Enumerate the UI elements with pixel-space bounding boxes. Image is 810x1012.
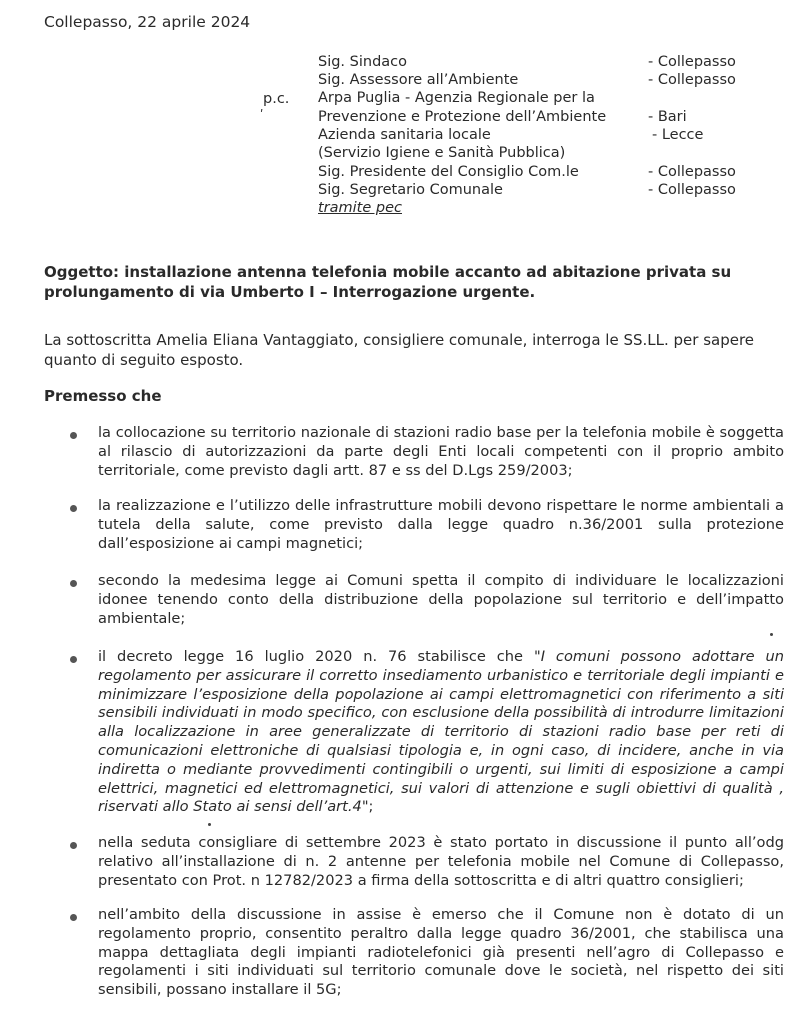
scan-mark: ʹ [260,108,264,122]
recipient-name: Prevenzione e Protezione dell’Ambiente [318,109,607,125]
pc-label: p.c. [263,91,290,107]
recipient-place: - Lecce [652,127,704,143]
recipient-name: Sig. Presidente del Consiglio Com.le [318,164,579,180]
bullet-icon [70,432,77,439]
recipient-place: - Bari [648,109,687,125]
scan-speck [770,633,773,636]
delivery-method: tramite pec [318,200,402,216]
quoted-decree: I comuni possono adottare un regolamento per assicurare il corretto insediamento urbanistico e territoriale degli impianti e minimizzare l’esposizione della popolazione ai campi elettromagnetici con riferimento a siti sensibili individuati in modo specifico, con esclusione della possibilità di introdurre limitazioni alla localizzazione in aree generalizzate di territorio di stazioni radio base per reti di comunicazioni elettroniche di qualsiasi tipologia e, in ogni caso, di incidere, anche in via indiretta o mediante provvedimenti contingibili o urgenti, sui limiti di esposizione a campi elettrici, magnetici ed elettromagnetici, sui valori di attenzione e sugli obiettivi di qualità , riservati allo Stato ai sensi dell’art.4" [98,648,784,816]
list-item: la collocazione su territorio nazionale di stazioni radio base per la telefonia mobile è soggetta al rilascio di autorizzazioni da parte degli Enti locali competenti con il proprio ambito territoriale, come previsto dagli artt. 87 e ss del D.Lgs 259/2003; [98,424,784,479]
recipient-name: Arpa Puglia - Agenzia Regionale per la [318,90,595,106]
subject-line2: prolungamento di via Umberto I – Interrogazione urgente. [44,283,536,301]
subject-label: Oggetto: [44,263,120,281]
subject-line1: installazione antenna telefonia mobile accanto ad abitazione privata su [124,263,732,281]
recipient-name: Sig. Segretario Comunale [318,182,503,198]
recipient-name: Sig. Assessore all’Ambiente [318,72,519,88]
bullet-icon [70,842,77,849]
recipient-name: (Servizio Igiene e Sanità Pubblica) [318,145,566,161]
subject [44,262,784,302]
recipient-place: - Collepasso [648,164,736,180]
bullet-icon [70,580,77,587]
recipient-name: Sig. Sindaco [318,54,408,70]
recipient-place: - Collepasso [648,72,736,88]
recipient-place: - Collepasso [648,182,736,198]
list-item: nell’ambito della discussione in assise è emerso che il Comune non è dotato di un regolamento proprio, consentito peraltro dalla legge quadro 36/2001, che stabilisca una mappa dettagliata degli impianti radiotelefonici già presenti nell’agro di Collepasso e regolamenti i siti individuati sul territorio comunale dove le società, nel rispetto dei siti sensibili, possano installare il 5G; [98,906,784,999]
item-text: il decreto legge 16 luglio 2020 n. 76 stabilisce che " [98,648,541,665]
letter-date: Collepasso, 22 aprile 2024 [44,13,251,31]
item-end: ; [368,798,374,816]
list-item: secondo la medesima legge ai Comuni spetta il compito di individuare le localizzazioni idonee tenendo conto della distribuzione della popolazione sul territorio e dell’impatto ambientale; [98,572,784,627]
list-item: nella seduta consigliare di settembre 2023 è stato portato in discussione il punto all’odg relativo all’installazione di n. 2 antenne per telefonia mobile nel Comune di Collepasso, presentato con Prot. n 12782/2023 a firma della sottoscritta e di altri quattro consiglieri; [98,834,784,889]
recipient-name: Azienda sanitaria locale [318,127,491,143]
list-item [98,648,784,817]
list-item: la realizzazione e l’utilizzo delle infrastrutture mobili devono rispettare le norme ambientali a tutela della salute, come previsto dalla legge quadro n.36/2001 sulla protezione dall’esposizione ai campi magnetici; [98,497,784,552]
bullet-icon [70,914,77,921]
bullet-icon [70,656,77,663]
section-heading: Premesso che [44,387,162,405]
bullet-icon [70,505,77,512]
scan-speck [208,823,211,826]
recipient-place: - Collepasso [648,54,736,70]
intro-paragraph: La sottoscritta Amelia Eliana Vantaggiato, consigliere comunale, interroga le SS.LL. per sapere quanto di seguito esposto. [44,331,755,369]
